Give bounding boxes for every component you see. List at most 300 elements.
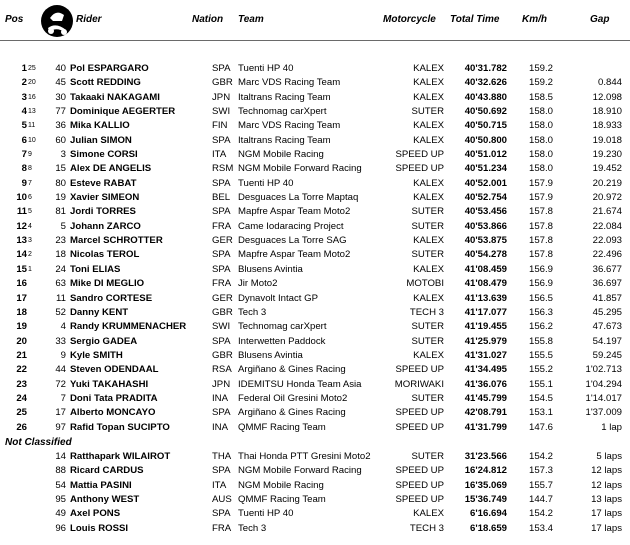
rider-helmet-logo-icon [40,4,74,38]
race-number: 24 [55,263,66,275]
nation: FRA [212,278,232,290]
position: 14 [16,249,27,261]
table-row [0,292,630,306]
race-number: 30 [55,91,66,103]
table-row [0,421,630,435]
total-time: 6'18.659 [470,522,507,534]
table-row [0,220,630,234]
motorcycle: SPEED UP [395,407,444,419]
rider-name: Yuki TAKAHASHI [70,378,149,390]
total-time: 16'24.812 [464,465,507,477]
rider-name: Takaaki NAKAGAMI [70,91,160,103]
race-number: 88 [55,465,66,477]
table-row [0,205,630,219]
team-name: Dynavolt Intact GP [238,292,318,304]
table-row [0,464,630,478]
position: 11 [16,206,27,218]
table-row [0,363,630,377]
position: 20 [16,335,27,347]
table-row [0,378,630,392]
rider-name: Alex DE ANGELIS [70,163,152,175]
motorcycle: SUTER [411,206,444,218]
speed-kmh: 159.2 [528,77,553,89]
position: 6 [21,134,27,146]
rider-name: Louis ROSSI [70,522,129,534]
nation: INA [212,421,228,433]
position: 22 [16,364,27,376]
total-time: 40'53.866 [464,220,507,232]
points: 16 [28,93,36,101]
rider-name: Alberto MONCAYO [70,407,156,419]
team-name: Argiñano & Gines Racing [238,364,346,376]
team-name: Blusens Avintia [238,349,303,361]
table-row [0,335,630,349]
gap: 36.677 [592,263,622,275]
header-nation: Nation [192,14,224,25]
rider-name: Axel PONS [70,508,121,520]
race-number: 5 [60,220,66,232]
speed-kmh: 158.0 [528,149,553,161]
speed-kmh: 158.0 [528,163,553,175]
motorcycle: SPEED UP [395,465,444,477]
position: 10 [16,192,27,204]
team-name: Jir Moto2 [238,278,278,290]
classified-list [0,62,630,435]
gap: 13 laps [591,493,622,505]
race-number: 40 [55,63,66,74]
speed-kmh: 158.5 [528,91,553,103]
points: 20 [28,79,36,87]
table-row [0,148,630,162]
race-number: 60 [55,134,66,146]
gap: 20.219 [592,177,622,189]
rider-name: Sandro CORTESE [70,292,153,304]
speed-kmh: 153.4 [528,522,553,534]
position: 26 [16,421,27,433]
speed-kmh: 157.8 [528,220,553,232]
total-time: 41'08.479 [464,278,507,290]
total-time: 41'31.799 [464,421,507,433]
table-row [0,248,630,262]
motorcycle: MORIWAKI [394,378,444,390]
nation: INA [212,392,228,404]
team-name: Thai Honda PTT Gresini Moto2 [238,450,371,462]
rider-name: Julian SIMON [70,134,132,146]
team-name: Mapfre Aspar Team Moto2 [238,206,351,218]
points: 6 [28,194,32,202]
team-name: Marc VDS Racing Team [238,120,341,132]
points: 1 [28,265,32,273]
rider-name: Simone CORSI [70,149,138,161]
table-row [0,177,630,191]
table-row [0,479,630,493]
gap: 41.857 [592,292,622,304]
rider-name: Mattia PASINI [70,479,132,491]
table-row [0,450,630,464]
race-number: 19 [55,192,66,204]
race-number: 63 [55,278,66,290]
speed-kmh: 157.3 [528,465,553,477]
team-name: Tuenti HP 40 [238,508,294,520]
motorcycle: KALEX [413,91,444,103]
gap: 19.018 [592,134,622,146]
total-time: 41'45.799 [464,392,507,404]
gap: 1'04.294 [585,378,622,390]
nation: FRA [212,522,232,534]
position: 23 [16,378,27,390]
race-number: 45 [55,77,66,89]
race-number: 18 [55,249,66,261]
total-time: 41'13.639 [464,292,507,304]
gap: 12 laps [591,465,622,477]
speed-kmh: 157.8 [528,249,553,261]
points: 13 [28,108,36,116]
team-name: Tuenti HP 40 [238,63,294,74]
table-row [0,320,630,334]
nation: FRA [212,220,232,232]
speed-kmh: 156.9 [528,263,553,275]
gap: 1'37.009 [585,407,622,419]
table-row [0,234,630,248]
race-number: 7 [60,392,66,404]
race-number: 95 [55,493,66,505]
team-name: NGM Mobile Racing [238,149,324,161]
speed-kmh: 154.5 [528,392,553,404]
position: 9 [21,177,27,189]
position: 24 [16,392,27,404]
motorcycle: SUTER [411,220,444,232]
total-time: 15'36.749 [464,493,507,505]
rider-name: Pol ESPARGARO [70,63,149,74]
gap: 19.452 [592,163,622,175]
points: 4 [28,222,32,230]
race-number: 4 [60,321,66,333]
speed-kmh: 156.2 [528,321,553,333]
nation: ITA [212,479,227,491]
team-name: Argiñano & Gines Racing [238,407,346,419]
total-time: 40'53.456 [464,206,507,218]
motorcycle: TECH 3 [409,522,444,534]
team-name: Federal Oil Gresini Moto2 [238,392,348,404]
gap: 36.697 [592,278,622,290]
gap: 59.245 [592,349,622,361]
team-name: Italtrans Racing Team [238,134,331,146]
nation: JPN [212,378,231,390]
race-number: 23 [55,235,66,247]
gap: 19.230 [592,149,622,161]
rider-name: Mika KALLIO [70,120,130,132]
total-time: 41'25.979 [464,335,507,347]
total-time: 40'51.012 [464,149,507,161]
total-time: 41'34.495 [464,364,507,376]
speed-kmh: 144.7 [528,493,553,505]
gap: 0.844 [597,77,622,89]
race-number: 11 [56,292,66,304]
motorcycle: SPEED UP [395,421,444,433]
position: 25 [16,407,27,419]
table-row [0,507,630,521]
rider-name: Scott REDDING [70,77,141,89]
team-name: IDEMITSU Honda Team Asia [238,378,362,390]
nation: ITA [212,149,227,161]
team-name: Marc VDS Racing Team [238,77,341,89]
race-number: 36 [55,120,66,132]
nation: RSA [212,364,232,376]
gap: 18.910 [592,106,622,118]
position: 4 [21,106,27,118]
motorcycle: SPEED UP [395,479,444,491]
speed-kmh: 155.2 [528,364,553,376]
speed-kmh: 147.6 [528,421,553,433]
total-time: 40'50.800 [464,134,507,146]
rider-name: Esteve RABAT [70,177,137,189]
rider-name: Nicolas TEROL [70,249,140,261]
team-name: NGM Mobile Racing [238,479,324,491]
table-row [0,134,630,148]
table-header [0,0,630,41]
points: 25 [28,65,36,72]
race-number: 77 [55,106,66,118]
team-name: NGM Mobile Forward Racing [238,465,362,477]
motorcycle: SUTER [411,106,444,118]
rider-name: Danny KENT [70,306,129,318]
gap: 20.972 [592,192,622,204]
speed-kmh: 158.0 [528,106,553,118]
position: 16 [16,278,27,290]
speed-kmh: 156.9 [528,278,553,290]
rider-name: Johann ZARCO [70,220,141,232]
speed-kmh: 158.0 [528,134,553,146]
race-number: 17 [55,407,66,419]
race-number: 81 [55,206,66,218]
team-name: Came Iodaracing Project [238,220,344,232]
motorcycle: KALEX [413,120,444,132]
table-row [0,306,630,320]
table-row [0,263,630,277]
table-row [0,406,630,420]
motorcycle: KALEX [413,177,444,189]
rider-name: Doni Tata PRADITA [70,392,158,404]
table-row [0,119,630,133]
position: 19 [16,321,27,333]
table-row [0,493,630,507]
speed-kmh: 156.5 [528,292,553,304]
not-classified-list [0,450,630,536]
rider-name: Mike DI MEGLIO [70,278,145,290]
team-name: Mapfre Aspar Team Moto2 [238,249,351,261]
not-classified-heading: Not Classified [5,436,72,448]
motorcycle: SUTER [411,321,444,333]
motorcycle: SUTER [411,392,444,404]
team-name: Tech 3 [238,522,267,534]
total-time: 6'16.694 [470,508,507,520]
nation: RSM [212,163,234,175]
motorcycle: KALEX [413,192,444,204]
gap: 17 laps [591,508,622,520]
speed-kmh: 155.7 [528,479,553,491]
speed-kmh: 154.2 [528,508,553,520]
table-row [0,105,630,119]
motorcycle: KALEX [413,263,444,275]
header-team: Team [238,14,264,25]
race-number: 3 [60,149,66,161]
position: 1 [21,63,27,74]
total-time: 40'51.234 [464,163,507,175]
nation: SPA [212,206,231,218]
header-kmh: Km/h [522,14,547,25]
race-number: 52 [55,306,66,318]
motorcycle: KALEX [413,292,444,304]
rider-name: Randy KRUMMENACHER [70,321,187,333]
rider-name: Anthony WEST [70,493,140,505]
gap: 47.673 [592,321,622,333]
points: 9 [28,151,32,159]
nation: SPA [212,407,231,419]
points: 8 [28,165,32,173]
race-number: 15 [55,163,66,175]
rider-name: Steven ODENDAAL [70,364,159,376]
gap: 21.674 [592,206,622,218]
table-row [0,62,630,76]
nation: FIN [212,120,228,132]
gap: 17 laps [591,522,622,534]
rider-name: Toni ELIAS [70,263,121,275]
total-time: 41'17.077 [464,306,507,318]
position: 15 [16,263,27,275]
motorcycle: KALEX [413,235,444,247]
team-name: Interwetten Paddock [238,335,326,347]
team-name: Technomag carXpert [238,321,327,333]
header-rider: Rider [76,14,102,25]
total-time: 40'32.626 [464,77,507,89]
position: 7 [21,149,27,161]
race-number: 96 [55,522,66,534]
motorcycle: SPEED UP [395,493,444,505]
total-time: 42'08.791 [464,407,507,419]
speed-kmh: 157.9 [528,192,553,204]
speed-kmh: 159.2 [528,63,553,74]
gap: 18.933 [592,120,622,132]
gap: 12.098 [592,91,622,103]
rider-name: Ricard CARDUS [70,465,144,477]
header-total-time: Total Time [450,14,500,25]
total-time: 41'19.455 [464,321,507,333]
motorcycle: KALEX [413,508,444,520]
gap: 12 laps [591,479,622,491]
position: 3 [21,91,27,103]
position: 18 [16,306,27,318]
total-time: 41'36.076 [464,378,507,390]
nation: JPN [212,91,231,103]
speed-kmh: 153.1 [528,407,553,419]
header-pos: Pos [5,14,24,25]
speed-kmh: 156.3 [528,306,553,318]
speed-kmh: 155.1 [528,378,553,390]
rider-name: Dominique AEGERTER [70,106,176,118]
total-time: 40'50.715 [464,120,507,132]
gap: 22.084 [592,220,622,232]
gap: 54.197 [592,335,622,347]
race-number: 14 [55,450,66,462]
table-row [0,76,630,90]
gap: 22.093 [592,235,622,247]
motorcycle: SPEED UP [395,364,444,376]
race-number: 54 [55,479,66,491]
motorcycle: SPEED UP [395,163,444,175]
total-time: 40'43.880 [464,91,507,103]
race-number: 44 [55,364,66,376]
motorcycle: MOTOBI [406,278,444,290]
gap: 1'02.713 [585,364,622,376]
nation: SPA [212,177,231,189]
nation: GBR [212,349,233,361]
speed-kmh: 155.5 [528,349,553,361]
team-name: Tuenti HP 40 [238,177,294,189]
rider-name: Kyle SMITH [70,349,123,361]
header-motorcycle: Motorcycle [383,14,436,25]
position: 12 [16,220,27,232]
table-row [0,392,630,406]
total-time: 40'31.782 [464,63,507,74]
motorcycle: KALEX [413,77,444,89]
points: 11 [28,122,36,130]
gap: 22.496 [592,249,622,261]
nation: SPA [212,63,231,74]
total-time: 40'53.875 [464,235,507,247]
speed-kmh: 157.9 [528,177,553,189]
table-row [0,349,630,363]
nation: SPA [212,134,231,146]
total-time: 16'35.069 [464,479,507,491]
position: 13 [16,235,27,247]
motorcycle: SUTER [411,450,444,462]
rider-name: Ratthapark WILAIROT [70,450,171,462]
motorcycle: KALEX [413,349,444,361]
nation: GBR [212,77,233,89]
header-gap: Gap [590,14,610,25]
team-name: Blusens Avintia [238,263,303,275]
nation: SPA [212,508,231,520]
nation: GBR [212,306,233,318]
speed-kmh: 155.8 [528,335,553,347]
team-name: QMMF Racing Team [238,421,326,433]
total-time: 41'08.459 [464,263,507,275]
team-name: Technomag carXpert [238,106,327,118]
nation: AUS [212,493,232,505]
table-row [0,91,630,105]
position: 17 [16,292,27,304]
total-time: 41'31.027 [464,349,507,361]
gap: 45.295 [592,306,622,318]
total-time: 40'52.001 [464,177,507,189]
team-name: Tech 3 [238,306,267,318]
gap: 1'14.017 [585,392,622,404]
total-time: 40'50.692 [464,106,507,118]
motorcycle: SUTER [411,335,444,347]
race-number: 80 [55,177,66,189]
speed-kmh: 157.8 [528,235,553,247]
team-name: NGM Mobile Forward Racing [238,163,362,175]
position: 21 [16,349,27,361]
nation: THA [212,450,232,462]
nation: SPA [212,465,231,477]
motorcycle: TECH 3 [409,306,444,318]
nation: SWI [212,321,231,333]
nation: SPA [212,335,231,347]
team-name: QMMF Racing Team [238,493,326,505]
nation: SPA [212,249,231,261]
race-number: 9 [60,349,66,361]
